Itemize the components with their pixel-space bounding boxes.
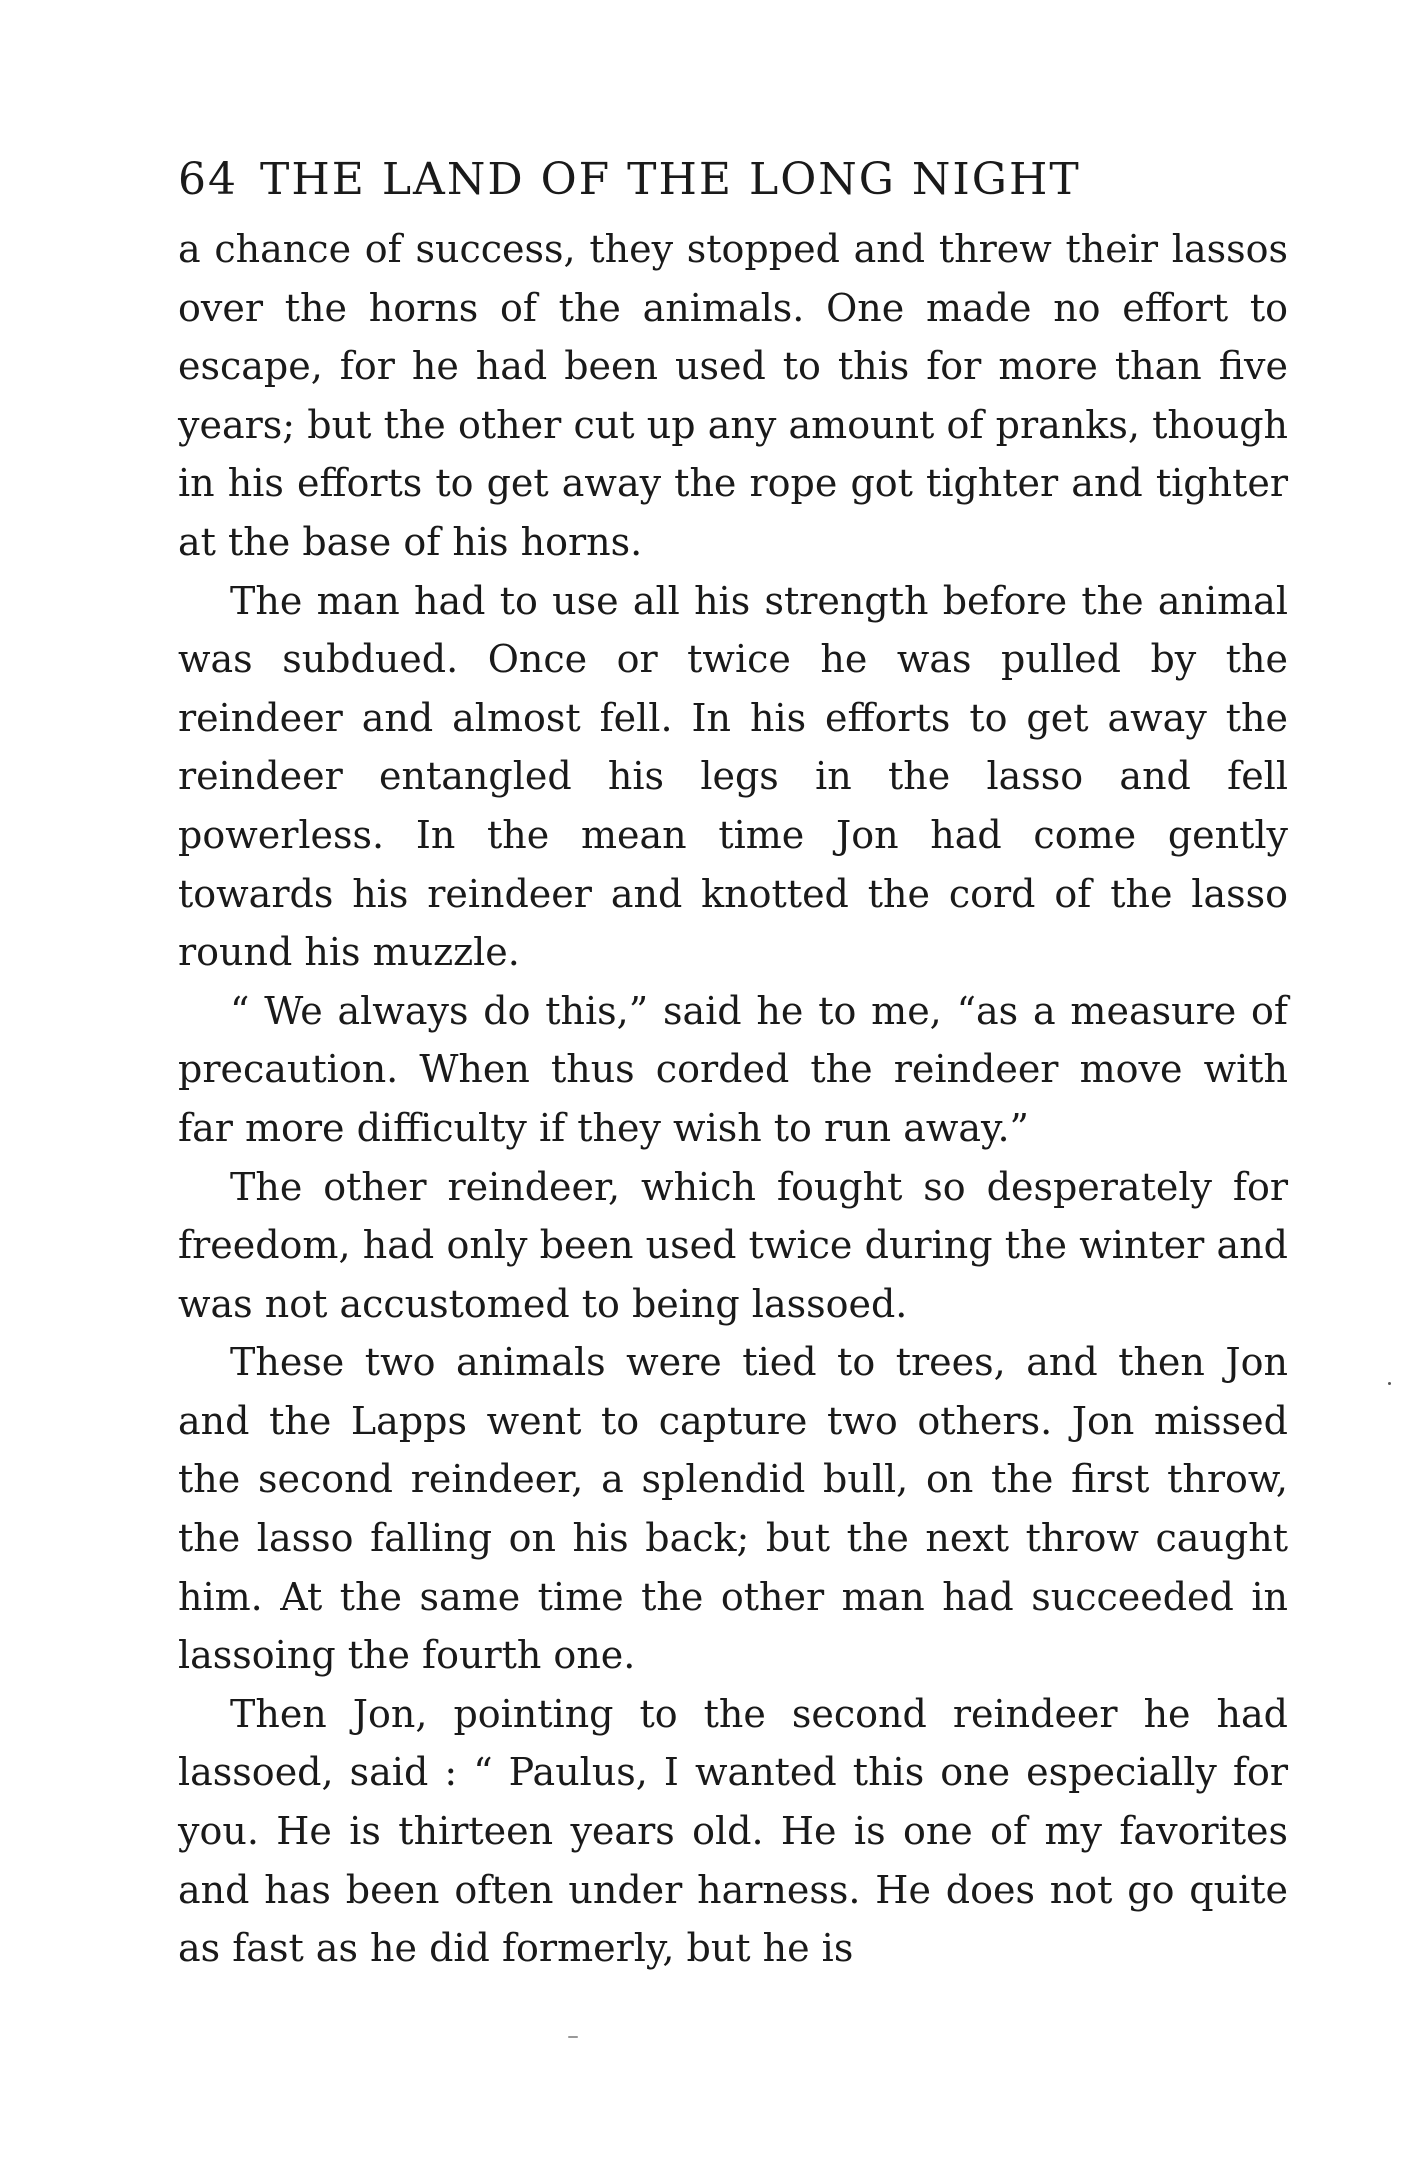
scan-speck	[1388, 1382, 1391, 1385]
page-number: 64	[178, 154, 238, 205]
paragraph: Then Jon, pointing to the second reindeer he had lassoed, said : “ Paulus, I wanted this one especially for you. He is thirteen years old. He is one of my favorites and has been often under harness. He does not go quite as fast as he did formerly, but he is	[178, 1691, 1288, 1971]
paragraph: The other reindeer, which fought so desperately for freedom, had only been used twice during the winter and was not accustomed to being lassoed.	[178, 1164, 1288, 1326]
paragraph: The man had to use all his strength before the animal was subdued. Once or twice he was pulled by the reindeer and almost fell. In his efforts to get away the reindeer entangled his legs in the lasso and fell powerless. In the mean time Jon had come gently towards his reindeer and knotted the cord of the lasso round his muzzle.	[178, 578, 1288, 975]
scan-speck	[568, 2036, 578, 2038]
running-header	[178, 150, 1288, 210]
paragraph: “ We always do this,” said he to me, “as a measure of precaution. When thus corded the reindeer move with far more difficulty if they wish to run away.”	[178, 988, 1288, 1150]
paragraph: These two animals were tied to trees, and then Jon and the Lapps went to capture two others. Jon missed the second reindeer, a splendid bull, on the first throw, the lasso falling on his back; but the next throw caught him. At the same time the other man had succeeded in lassoing the fourth one.	[178, 1340, 1288, 1678]
paragraph-continued: a chance of success, they stopped and threw their lassos over the horns of the animals. One made no effort to escape, for he had been used to this for more than five years; but the other cut up any amount of pranks, though in his efforts to get away the rope got tighter and tighter at the base of his horns.	[178, 227, 1288, 564]
running-title: THE LAND OF THE LONG NIGHT	[260, 154, 1081, 205]
book-page	[178, 150, 1288, 1978]
